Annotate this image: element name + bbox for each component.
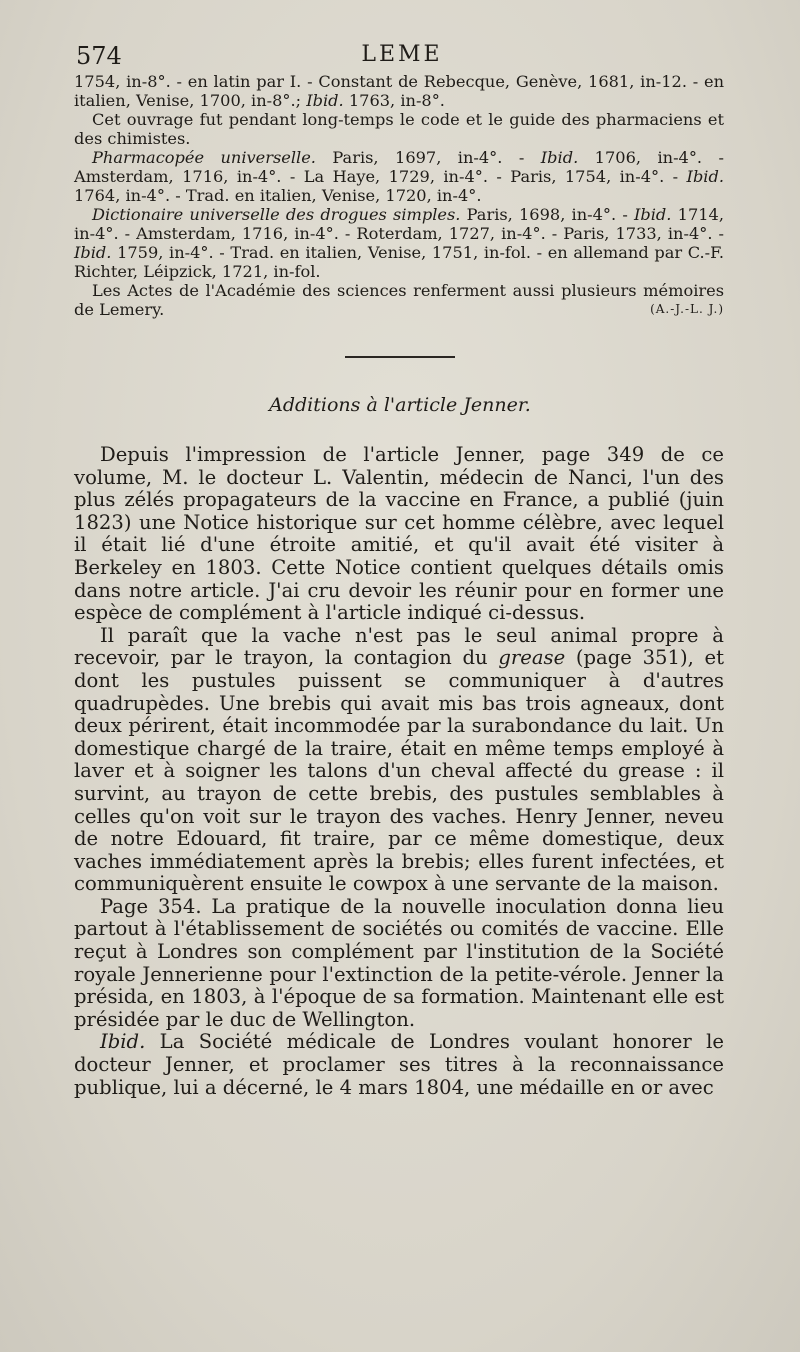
- note-paragraph: Les Actes de l'Académie des sciences renferment aussi plusieurs mémoires de Lemery. (A.-J.-L. J.): [74, 281, 724, 319]
- note-paragraph: Pharmacopée universelle. Paris, 1697, in-4°. - Ibid. 1706, in-4°. - Amsterdam, 1716, in-4°. - La Haye, 1729, in-4°. - Paris, 1754, in-4°. - Ibid. 1764, in-4°. - Trad. en italien, Venise, 1720, in-4°.: [74, 148, 724, 205]
- article-body: [74, 444, 724, 1099]
- section-divider: [345, 356, 455, 358]
- body-paragraph: Ibid. La Société médicale de Londres voulant honorer le docteur Jenner, et proclamer ses titres à la reconnaissance publique, lui a décerné, le 4 mars 1804, une médaille en or avec: [74, 1030, 724, 1099]
- note-paragraph: Cet ouvrage fut pendant long-temps le code et le guide des pharmaciens et des chimistes.: [74, 110, 724, 148]
- page-header: [72, 38, 732, 74]
- author-signature: (A.-J.-L. J.): [650, 302, 724, 316]
- note-paragraph: Dictionaire universelle des drogues simples. Paris, 1698, in-4°. - Ibid. 1714, in-4°. - Amsterdam, 1716, in-4°. - Roterdam, 1727, in-4°. - Paris, 1733, in-4°. - Ibid. 1759, in-4°. - Trad. en italien, Venise, 1751, in-fol. - en allemand par C.-F. Richter, Léipzick, 1721, in-fol.: [74, 205, 724, 281]
- page-number: 574: [76, 42, 122, 70]
- section-title: Additions à l'article Jenner.: [269, 394, 531, 416]
- bibliography-notes: [74, 72, 724, 319]
- running-head: LEME: [361, 42, 443, 67]
- body-paragraph: Page 354. La pratique de la nouvelle inoculation donna lieu partout à l'établissement de sociétés ou comités de vaccine. Elle reçut à Londres son complément par l'institution de la Société royale Jennerienne pour l'extinction de la petite-vérole. Jenner la présida, en 1803, à l'époque de sa formation. Maintenant elle est présidée par le duc de Wellington.: [74, 894, 724, 1031]
- note-paragraph: 1754, in-8°. - en latin par I. - Constant de Rebecque, Genève, 1681, in-12. - en italien, Venise, 1700, in-8°.; Ibid. 1763, in-8°.: [74, 72, 724, 110]
- body-paragraph: Il paraît que la vache n'est pas le seul animal propre à recevoir, par le trayon, la contagion du grease (page 351), et dont les pustules puissent se communiquer à d'autres quadrupèdes. Une brebis qui avait mis bas trois agneaux, dont deux périrent, était incommodée par la surabondance du lait. Un domestique chargé de la traire, était en même temps employé à laver et à soigner les talons d'un cheval affecté du grease : il survint, au trayon de cette brebis, des pustules semblables à celles qu'on voit sur le trayon des vaches. Henry Jenner, neveu de notre Edouard, fit traire, par ce même domestique, deux vaches immédiatement après la brebis; elles furent infectées, et communiquèrent ensuite le cowpox à une servante de la maison.: [74, 623, 724, 896]
- body-paragraph: Depuis l'impression de l'article Jenner, page 349 de ce volume, M. le docteur L. Valentin, médecin de Nanci, l'un des plus zélés propagateurs de la vaccine en France, a publié (juin 1823) une Notice historique sur cet homme célèbre, avec lequel il était lié d'une étroite amitié, et qu'il avait été visiter à Berkeley en 1803. Cette Notice contient quelques détails omis dans notre article. J'ai cru devoir les réunir pour en former une espèce de complément à l'article indiqué ci-dessus.: [74, 443, 724, 625]
